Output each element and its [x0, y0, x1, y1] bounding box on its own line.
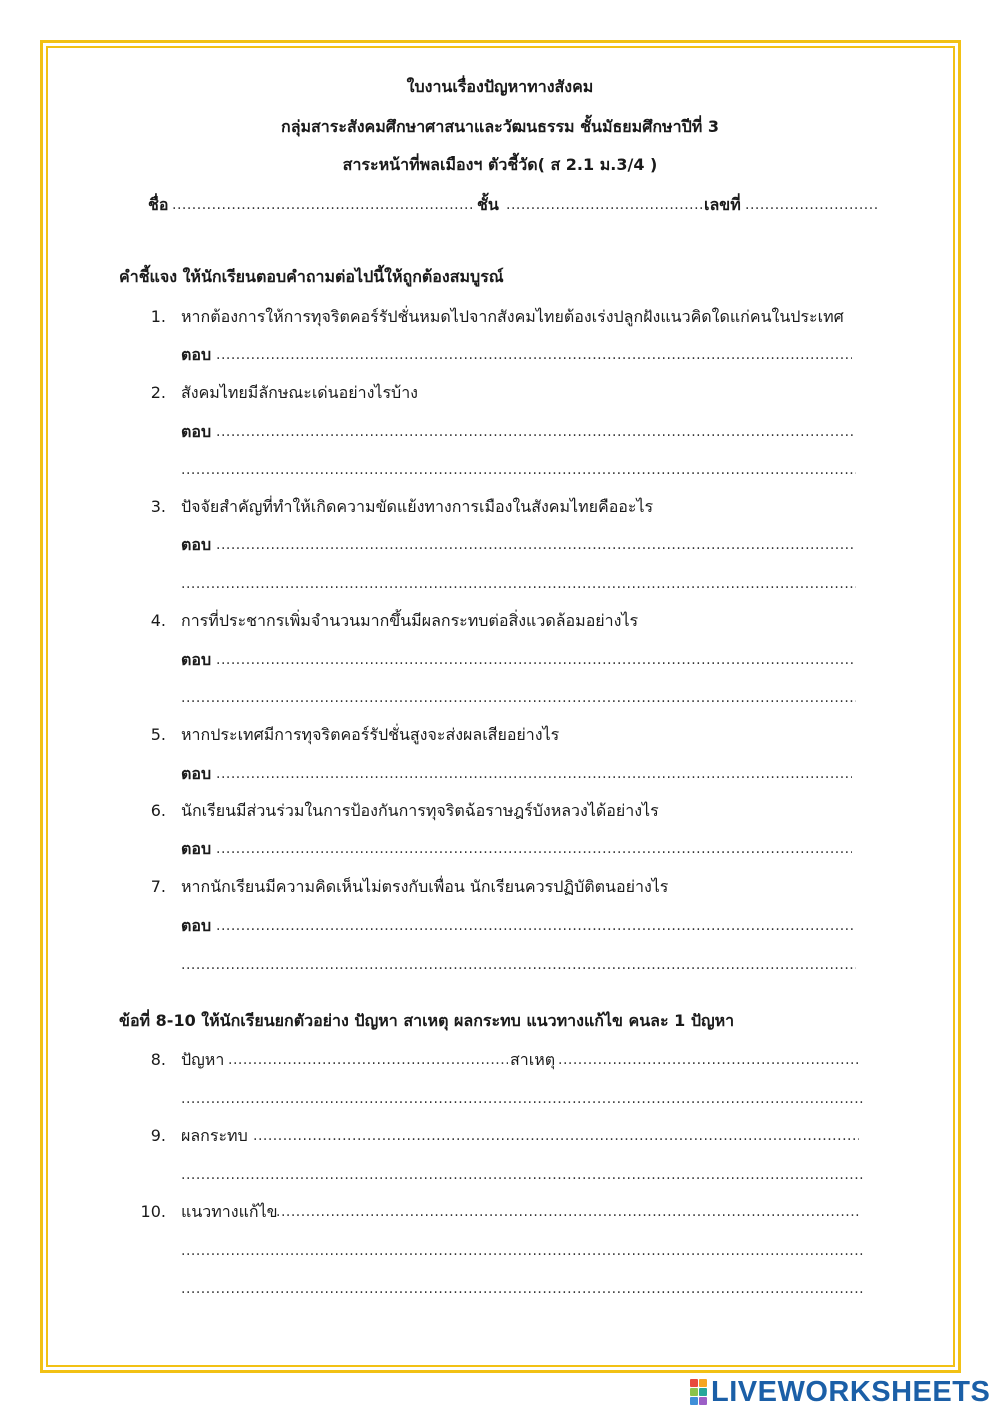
answer-field-4b[interactable]: [181, 688, 856, 708]
logo-blocks-icon: [690, 1379, 707, 1405]
question-text: นักเรียนมีส่วนร่วมในการป้องกันการทุจริตฉ้อราษฎร์บังหลวงได้อย่างไร: [181, 801, 659, 820]
question-number: 3.: [150, 497, 166, 516]
question-number: 8.: [150, 1050, 166, 1069]
question-number: 4.: [150, 611, 166, 630]
problem-label: ปัญหา: [181, 1050, 225, 1069]
name-field[interactable]: [172, 195, 474, 215]
class-field[interactable]: [506, 195, 702, 215]
answer-label: ตอบ: [181, 345, 212, 364]
liveworksheets-logo: [690, 1376, 990, 1408]
question-text: หากนักเรียนมีความคิดเห็นไม่ตรงกับเพื่อน นักเรียนควรปฏิบัติตนอย่างไร: [181, 877, 669, 896]
cause-label: สาเหตุ: [510, 1050, 556, 1069]
answer-field-7b[interactable]: [181, 955, 856, 975]
worksheet-indicator: สาระหน้าที่พลเมืองฯ ตัวชี้วัด( ส 2.1 ม.3/4 ): [342, 155, 658, 174]
brand-name: LIVEWORKSHEETS: [711, 1375, 991, 1408]
answer-label: ตอบ: [181, 650, 212, 669]
solution-field[interactable]: [276, 1202, 861, 1222]
class-label: ชั้น: [477, 195, 499, 214]
answer-field-9b[interactable]: [181, 1165, 865, 1185]
question-text: การที่ประชากรเพิ่มจำนวนมากขึ้นมีผลกระทบต่อสิ่งแวดล้อมอย่างไร: [181, 611, 639, 630]
solution-label: แนวทางแก้ไข: [181, 1202, 278, 1221]
worksheet-subtitle: กลุ่มสาระสังคมศึกษาศาสนาและวัฒนธรรม ชั้นมัธยมศึกษาปีที่ 3: [281, 117, 719, 136]
answer-field-3a[interactable]: [216, 535, 856, 555]
question-text: สังคมไทยมีลักษณะเด่นอย่างไรบ้าง: [181, 383, 418, 402]
answer-field-5[interactable]: [216, 764, 852, 784]
question-number: 5.: [150, 725, 166, 744]
answer-field-2a[interactable]: [216, 422, 856, 442]
section2-heading: ข้อที่ 8-10 ให้นักเรียนยกตัวอย่าง ปัญหา สาเหตุ ผลกระทบ แนวทางแก้ไข คนละ 1 ปัญหา: [119, 1011, 735, 1030]
question-text: ปัจจัยสำคัญที่ทำให้เกิดความขัดแย้งทางการเมืองในสังคมไทยคืออะไร: [181, 497, 654, 516]
cause-field[interactable]: [558, 1050, 858, 1070]
instructions: คำชี้แจง ให้นักเรียนตอบคำถามต่อไปนี้ให้ถูกต้องสมบูรณ์: [119, 267, 504, 286]
question-number: 10.: [140, 1202, 166, 1221]
question-number: 6.: [150, 801, 166, 820]
answer-label: ตอบ: [181, 764, 212, 783]
answer-field-10c[interactable]: [181, 1279, 865, 1299]
question-number: 1.: [150, 307, 166, 326]
answer-field-1[interactable]: [216, 345, 852, 365]
question-text: หากต้องการให้การทุจริตคอร์รัปชั่นหมดไปจากสังคมไทยต้องเร่งปลูกฝังแนวคิดใดแก่คนในประเทศ: [181, 307, 844, 326]
answer-field-10b[interactable]: [181, 1241, 865, 1261]
question-number: 2.: [150, 383, 166, 402]
question-number: 9.: [150, 1126, 166, 1145]
answer-field-6[interactable]: [216, 839, 852, 859]
question-number: 7.: [150, 877, 166, 896]
question-text: หากประเทศมีการทุจริตคอร์รัปชั่นสูงจะส่งผลเสียอย่างไร: [181, 725, 560, 744]
answer-label: ตอบ: [181, 916, 212, 935]
answer-field-4a[interactable]: [216, 650, 856, 670]
number-label: เลขที่: [704, 195, 741, 214]
number-field[interactable]: [745, 195, 877, 215]
name-label: ชื่อ: [148, 195, 169, 214]
worksheet-title: ใบงานเรื่องปัญหาทางสังคม: [406, 77, 594, 96]
answer-field-2b[interactable]: [181, 460, 856, 480]
impact-label: ผลกระทบ: [181, 1126, 248, 1145]
answer-field-8b[interactable]: [181, 1089, 865, 1109]
answer-field-3b[interactable]: [181, 574, 856, 594]
impact-field[interactable]: [253, 1126, 859, 1146]
answer-label: ตอบ: [181, 839, 212, 858]
answer-field-7a[interactable]: [216, 916, 856, 936]
answer-label: ตอบ: [181, 535, 212, 554]
problem-field[interactable]: [228, 1050, 508, 1070]
answer-label: ตอบ: [181, 422, 212, 441]
